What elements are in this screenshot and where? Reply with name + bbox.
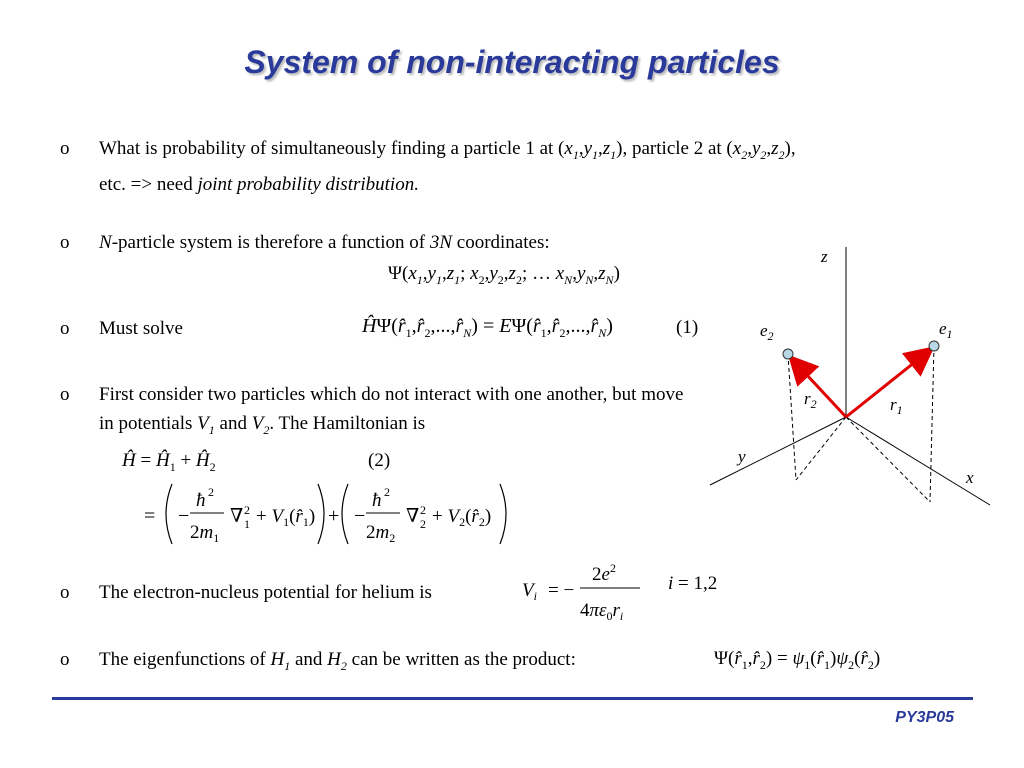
equation-number-2: (2) xyxy=(368,450,391,471)
svg-text:ħ: ħ xyxy=(372,490,382,511)
svg-text:−: − xyxy=(354,505,366,527)
r2-vector xyxy=(792,359,846,417)
svg-text:+ V2(r̂2): + $V_2(r̂_2)$ xyxy=(432,506,492,529)
footer-divider xyxy=(52,697,973,700)
svg-text:=: = xyxy=(144,505,156,527)
svg-text:−: − xyxy=(178,505,190,527)
bullet-marker: o xyxy=(60,138,70,159)
svg-text:2m2: $2m_2$ xyxy=(366,522,396,545)
r2-sub: 2 xyxy=(810,397,817,411)
e1-label: e xyxy=(939,319,947,338)
bullet-text-2: N-particle system is therefore a function of 3N coordinates: xyxy=(99,232,550,253)
bullet-text-5: The electron-nucleus potential for helium is xyxy=(99,582,432,603)
z-axis-label: z xyxy=(821,247,828,266)
slide-title: System of non-interacting particles xyxy=(244,44,780,80)
svg-text:+: + xyxy=(328,505,340,527)
svg-text:+ V1(r̂1): + $V_1(r̂_1)$ xyxy=(256,506,316,529)
electron-2 xyxy=(783,349,793,359)
svg-text:e2 xyxy=(760,321,774,343)
svg-text:r1 xyxy=(890,395,903,417)
svg-text:4πε0ri: $4\pi\varepsilon_0r_i$ xyxy=(580,600,624,623)
svg-text:r2 xyxy=(804,389,817,411)
bullet-text-6: The eigenfunctions of $H_1$ and $H_2$ can be written as the product: xyxy=(99,649,576,673)
electron-1 xyxy=(929,341,939,351)
course-code: PY3P05 xyxy=(895,709,954,726)
svg-text:∇: ∇ xyxy=(230,506,244,527)
svg-text:∇: ∇ xyxy=(406,506,420,527)
bullet-text-4: First consider two particles which do not interact with one another, but move in potentials $V_1$ and $V_2$. The Hamiltonian is xyxy=(99,384,684,437)
r1-vector xyxy=(846,350,930,417)
svg-text:2e2: $2e^2$ xyxy=(592,561,616,585)
bullet-text-3: Must solve xyxy=(99,318,183,339)
x-axis-label: x xyxy=(966,468,974,487)
svg-text:Vi: $V_i$ xyxy=(522,580,537,603)
svg-text:= −: = − xyxy=(548,580,575,601)
coordinate-diagram xyxy=(700,240,1000,520)
svg-text:2m1: $2m_1$ xyxy=(190,522,220,545)
y-axis-label: y xyxy=(738,447,746,466)
hamiltonian-sum: Ĥ = $Ĥ_1$ + $Ĥ_2$ xyxy=(122,450,216,474)
e2-label: e xyxy=(760,321,768,340)
equation-number-1: (1) xyxy=(676,317,699,338)
bullet-marker: o xyxy=(60,384,70,405)
product-wavefunction: $\Psi(r̂_1,r̂_2)$ = $\psi_1(r̂_1)\psi_2(r̂_2)$ xyxy=(714,648,881,672)
r2-label: r xyxy=(804,389,811,408)
coulomb-potential xyxy=(518,558,648,624)
bullet-marker: o xyxy=(60,318,70,339)
svg-text:2: 2 xyxy=(384,485,390,499)
x-axis xyxy=(846,417,990,505)
svg-text:ħ: ħ xyxy=(196,490,206,511)
svg-text:2: 2 xyxy=(420,517,426,531)
bullet-marker: o xyxy=(60,582,70,603)
bullet-text-1: What is probability of simultaneously finding a particle 1 at $(x_1,y_1,z_1)$, particle 2 at $(x_2,y_2,z_2)$, etc. => need joint probability distribution. xyxy=(99,138,796,195)
svg-text:2: 2 xyxy=(420,503,426,517)
schrodinger-equation: $Ĥ\Psi(r̂_1,r̂_2,...,r̂_N)$ = $E\Psi(r̂_1,r̂_2,...,r̂_N)$ xyxy=(362,315,613,340)
hamiltonian-expansion xyxy=(140,478,520,550)
e1-sub: 1 xyxy=(946,327,953,341)
wavefunction-coordinates: $\Psi(x_1,y_1,z_1$; $x_2,y_2,z_2$; … $x_N,y_N,z_N$) xyxy=(388,263,620,287)
svg-text:1: 1 xyxy=(244,517,250,531)
r1-label: r xyxy=(890,395,897,414)
svg-text:e1 xyxy=(939,319,953,341)
index-range: i = 1,2 xyxy=(668,573,718,594)
svg-text:2: 2 xyxy=(208,485,214,499)
bullet-marker: o xyxy=(60,232,70,253)
y-axis xyxy=(710,417,846,485)
bullet-marker: o xyxy=(60,649,70,670)
e2-sub: 2 xyxy=(767,329,774,343)
svg-text:2: 2 xyxy=(244,503,250,517)
r1-sub: 1 xyxy=(896,403,903,417)
